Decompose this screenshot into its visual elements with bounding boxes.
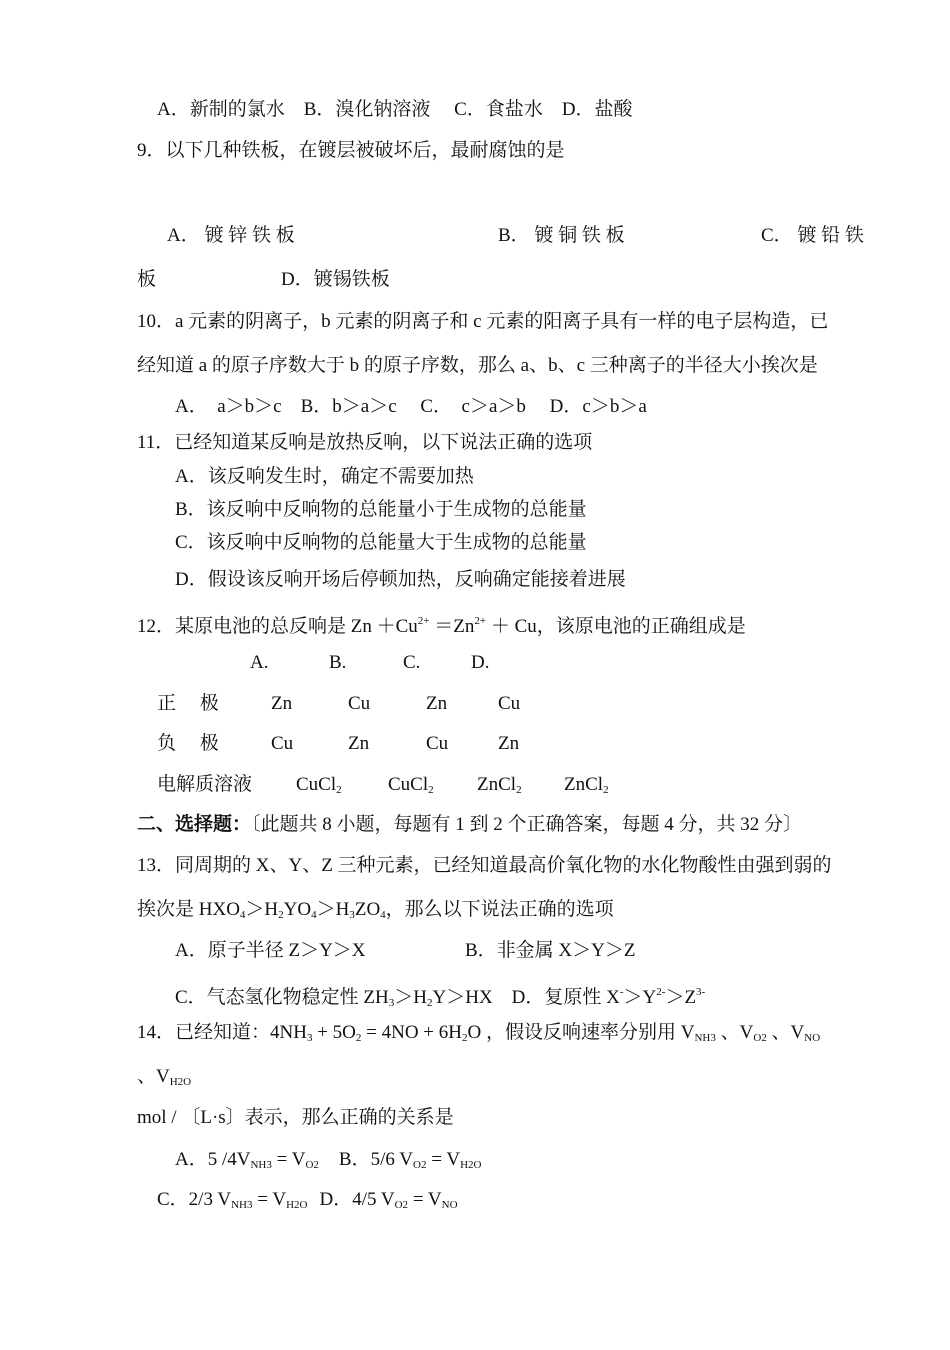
- text: ＞Z: [665, 987, 697, 1008]
- text: = V: [252, 1189, 287, 1210]
- formula-base: ZnCl: [477, 774, 517, 795]
- q12-electrolyte-b: [388, 773, 434, 802]
- subscript: NO: [441, 1199, 458, 1211]
- q12-positive-c: Zn: [426, 693, 448, 714]
- formula-sub: 2: [603, 784, 609, 796]
- q12-negative-d: Zn: [498, 733, 520, 754]
- text: B．5/6 V: [338, 1149, 414, 1170]
- q13-line-2: [137, 898, 614, 927]
- subscript: H2O: [286, 1199, 308, 1211]
- q12-positive-d: Cu: [498, 693, 521, 714]
- section-2-header: [137, 813, 802, 837]
- text: A．5 /4V: [175, 1149, 251, 1170]
- q12-electrolyte-a: [296, 773, 342, 802]
- subscript: 2: [462, 1032, 468, 1044]
- q12-electrolyte-d: [564, 773, 609, 802]
- q12-negative-b: Zn: [348, 733, 370, 754]
- q12-electrolyte-label: 电解质溶液: [157, 774, 253, 795]
- q14-line-3: mol / 〔L·s〕表示，那么正确的关系是: [137, 1107, 454, 1128]
- q12-stem-mid: ＝Zn: [429, 616, 475, 637]
- text: ＞H: [394, 987, 427, 1008]
- q14-options-c-d: [157, 1188, 458, 1217]
- text: ＞H: [316, 899, 350, 920]
- text: = V: [426, 1149, 461, 1170]
- formula-base: CuCl: [388, 774, 429, 795]
- subscript: H2O: [169, 1076, 192, 1088]
- formula-base: ZnCl: [564, 774, 604, 795]
- text: C．2/3 V: [157, 1189, 232, 1210]
- formula-base: CuCl: [296, 774, 337, 795]
- q10-options: A． a＞b＞c B．b＞a＞c C． c＞a＞b D．c＞b＞a: [175, 396, 647, 417]
- q12-header-a: A.: [250, 652, 269, 673]
- q12-positive-label: 正 极: [157, 693, 219, 714]
- subscript: 4: [380, 909, 386, 921]
- q12-negative-a: Cu: [271, 733, 294, 754]
- text: ＞Y: [623, 987, 657, 1008]
- subscript: O2: [753, 1032, 767, 1044]
- text: 、V: [766, 1022, 805, 1043]
- subscript: NH3: [231, 1199, 253, 1211]
- subscript: 2: [278, 909, 284, 921]
- subscript: 2: [355, 1032, 362, 1044]
- subscript: 3: [349, 909, 355, 921]
- section-2-title: 二、选择题：: [137, 814, 252, 835]
- text: C．气态氢化物稳定性 ZH: [175, 987, 389, 1008]
- q12-header-c: C.: [403, 652, 421, 673]
- q12-header-b: B.: [329, 652, 347, 673]
- q9-option-c-continued: 板: [137, 269, 157, 290]
- subscript: O2: [305, 1159, 319, 1171]
- text: YO: [283, 899, 312, 920]
- formula-sub: 2: [516, 784, 522, 796]
- q13-option-b: B．非金属 X＞Y＞Z: [465, 940, 636, 961]
- q9-stem: 9．以下几种铁板，在镀层被破坏后，最耐腐蚀的是: [137, 140, 565, 161]
- text: 14．已经知道：4NH: [137, 1022, 307, 1043]
- subscript: H2O: [460, 1159, 482, 1171]
- q12-positive-b: Cu: [348, 693, 371, 714]
- q12-electrolyte-c: [477, 773, 522, 802]
- text: O ，假设反响速率分别用 V: [467, 1022, 695, 1043]
- q13-option-a: A．原子半径 Z＞Y＞X: [175, 940, 366, 961]
- subscript: NH3: [250, 1159, 272, 1171]
- q9-option-a: A． 镀 锌 铁 板: [167, 225, 295, 246]
- text: ＞H: [245, 899, 279, 920]
- superscript: 3-: [696, 986, 706, 998]
- text: ZO: [354, 899, 381, 920]
- q12-stem-post: ＋ Cu，该原电池的正确组成是: [486, 616, 746, 637]
- text: = V: [271, 1149, 306, 1170]
- formula-sub: 2: [428, 784, 434, 796]
- text: 、V: [715, 1022, 754, 1043]
- q9-option-d: D．镀锡铁板: [281, 269, 390, 290]
- superscript: -: [619, 986, 624, 998]
- formula-sub: 2: [336, 784, 342, 796]
- q9-option-c: C． 镀 铅 铁: [761, 225, 864, 246]
- section-2-description: 〔此题共 8 小题，每题有 1 到 2 个正确答案，每题 4 分，共 32 分〕: [251, 814, 803, 835]
- q14-line-2: [137, 1065, 191, 1094]
- text: = 4NO + 6H: [361, 1022, 462, 1043]
- subscript: 3: [388, 997, 395, 1009]
- q8-options: A．新制的氯水 B．溴化钠溶液 C．食盐水 D．盐酸: [157, 99, 633, 120]
- subscript: 4: [311, 909, 317, 921]
- q14-line-1: [137, 1021, 820, 1050]
- q11-option-d: D．假设该反响开场后停顿加热，反响确定能接着进展: [175, 569, 626, 590]
- q10-line-2: 经知道 a 的原子序数大于 b 的原子序数，那么 a、b、c 三种离子的半径大小挨次是: [137, 355, 818, 376]
- subscript: NH3: [694, 1032, 716, 1044]
- q11-option-b: B．该反响中反响物的总能量小于生成物的总能量: [175, 499, 587, 520]
- q12-stem: [137, 609, 746, 639]
- subscript: O2: [413, 1159, 427, 1171]
- subscript: 4: [239, 909, 246, 921]
- q11-stem: 11．已经知道某反响是放热反响，以下说法正确的选项: [137, 432, 593, 453]
- text: ，那么以下说法正确的选项: [385, 899, 614, 920]
- text: D．4/5 V: [319, 1189, 395, 1210]
- subscript: 3: [306, 1032, 313, 1044]
- subscript: NO: [804, 1032, 821, 1044]
- q12-header-d: D.: [471, 652, 490, 673]
- q10-line-1: 10．a 元素的阴离子，b 元素的阴离子和 c 元素的阳离子具有一样的电子层构造，已: [137, 311, 829, 332]
- q11-option-c: C．该反响中反响物的总能量大于生成物的总能量: [175, 532, 587, 553]
- text: 、V: [137, 1066, 170, 1087]
- q12-negative-c: Cu: [426, 733, 449, 754]
- text: Y＞HX D．复原性 X: [432, 987, 620, 1008]
- q9-option-b: B． 镀 铜 铁 板: [498, 225, 625, 246]
- text: + 5O: [312, 1022, 356, 1043]
- q12-stem-pre: 12．某原电池的总反响是 Zn ＋Cu: [137, 616, 418, 637]
- q12-sup-2: 2+: [474, 615, 487, 627]
- q11-option-a: A．该反响发生时，确定不需要加热: [175, 466, 474, 487]
- q12-positive-a: Zn: [271, 693, 293, 714]
- q14-options-a-b: [175, 1148, 481, 1177]
- subscript: O2: [394, 1199, 409, 1211]
- q13-line-1: 13．同周期的 X、Y、Z 三种元素，已经知道最高价氧化物的水化物酸性由强到弱的: [137, 855, 832, 876]
- q12-negative-label: 负 极: [157, 733, 219, 754]
- q12-sup-1: 2+: [417, 615, 430, 627]
- subscript: 2: [427, 997, 433, 1009]
- superscript: 2-: [656, 986, 666, 998]
- text: = V: [408, 1189, 442, 1210]
- q13-options-c-d: [175, 980, 705, 1015]
- text: 挨次是 HXO: [137, 899, 240, 920]
